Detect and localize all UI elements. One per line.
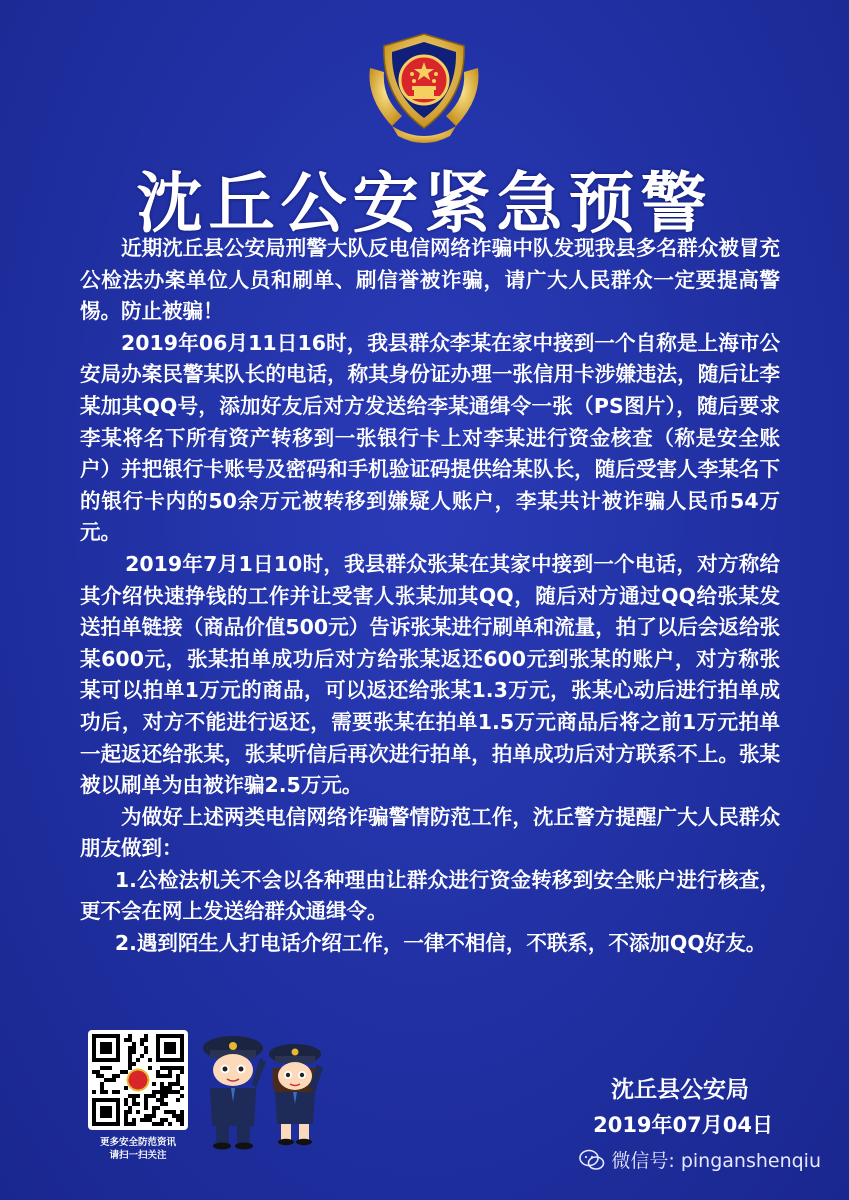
- qr-module: [128, 1046, 132, 1050]
- paragraph-intro: 近期沈丘县公安局刑警大队反电信网络诈骗中队发现我县多名群众被冒充公检法办案单位人员和刷单、刷信誉被诈骗，请广大人民群众一定要提高警惕。防止被骗！: [80, 236, 780, 324]
- qr-module: [100, 1090, 104, 1094]
- qr-module: [160, 1102, 164, 1106]
- qr-module: [168, 1066, 172, 1070]
- qr-module: [152, 1114, 156, 1118]
- qr-module: [104, 1066, 108, 1070]
- qr-module: [144, 1046, 148, 1050]
- qr-module: [152, 1106, 156, 1110]
- qr-module: [164, 1090, 168, 1094]
- qr-module: [152, 1094, 156, 1098]
- qr-module: [172, 1114, 176, 1118]
- qr-module: [144, 1094, 148, 1098]
- qr-module: [116, 1090, 120, 1094]
- qr-module: [140, 1042, 144, 1046]
- police-officer-cartoon: [196, 1032, 270, 1150]
- qr-module: [144, 1106, 148, 1110]
- qr-module: [124, 1122, 128, 1126]
- qr-module: [128, 1122, 132, 1126]
- qr-module: [160, 1090, 164, 1094]
- qr-module: [124, 1118, 128, 1122]
- qr-module: [128, 1034, 132, 1038]
- qr-module: [132, 1062, 136, 1066]
- qr-module: [156, 1122, 160, 1126]
- qr-module: [156, 1098, 160, 1102]
- qr-code[interactable]: [88, 1030, 188, 1130]
- qr-module: [160, 1066, 164, 1070]
- qr-module: [124, 1038, 128, 1042]
- qr-module: [172, 1090, 176, 1094]
- wechat-watermark: [579, 1146, 821, 1173]
- tip-item-1: 1.公检法机关不会以各种理由让群众进行资金转移到安全账户进行核查，更不会在网上发送给群众通缉令。: [80, 867, 780, 924]
- qr-module: [156, 1106, 160, 1110]
- qr-module: [144, 1114, 148, 1118]
- qr-module: [176, 1078, 180, 1082]
- qr-module: [132, 1098, 136, 1102]
- notice-body: [80, 233, 780, 960]
- tip-item-2: 2.遇到陌生人打电话介绍工作，一律不相信，不联系，不添加QQ好友。: [114, 931, 767, 956]
- qr-module: [164, 1074, 168, 1078]
- qr-module: [124, 1086, 128, 1090]
- qr-module: [132, 1042, 136, 1046]
- qr-module: [168, 1122, 172, 1126]
- qr-module: [180, 1122, 184, 1126]
- qr-module: [128, 1038, 132, 1042]
- qr-module: [168, 1082, 172, 1086]
- qr-module: [148, 1118, 152, 1122]
- qr-module: [156, 1090, 160, 1094]
- paragraph-reminder: 为做好上述两类电信网络诈骗警情防范工作，沈丘警方提醒广大人民群众朋友做到：: [80, 804, 780, 861]
- qr-module: [156, 1070, 160, 1074]
- qr-caption-line-2: 请扫一扫关注: [109, 1150, 167, 1161]
- qr-module: [160, 1074, 164, 1078]
- qr-module: [164, 1110, 168, 1114]
- paragraph-case-2: 2019年7月1日10时，我县群众张某在其家中接到一个电话，对方称给其介绍快速挣钱的工作并让受害人张某加其QQ，随后对方通过QQ给张某发送拍单链接（商品价值500元）告诉张某进行刷单和流量，拍了以后会返给张某600元，张某拍单成功后对方给张某返还600元到张某的账户，对方称张某可以拍单1万元的商品，可以返还给张某1.3万元，张某心动后进行拍单成功后，对方不能进行返还，需要张某在拍单1.5万元商品后将之前1万元拍单一起返还给张某，张某听信后再次进行拍单，拍单成功后对方联系不上。张某被以刷单为由被诈骗2.5万元。: [80, 551, 780, 798]
- qr-module: [104, 1090, 108, 1094]
- qr-module: [176, 1082, 180, 1086]
- qr-module: [152, 1082, 156, 1086]
- qr-module: [164, 1066, 168, 1070]
- qr-module: [164, 1118, 168, 1122]
- qr-module: [112, 1090, 116, 1094]
- qr-module: [136, 1102, 140, 1106]
- qr-module: [136, 1058, 140, 1062]
- paragraph-case-1: 2019年06月11日16时，我县群众李某在家中接到一个自称是上海市公安局办案民警某队长的电话，称其身份证办理一张信用卡涉嫌违法，随后让李某加其QQ号，添加好友后对方发送给李某通缉令一张（PS图片），随后要求李某将名下所有资产转移到一张银行卡上对李某进行资金核查（称是安全账户）并把银行卡账号及密码和手机验证码提供给某队长，随后受害人李某名下的银行卡内的50余万元被转移到嫌疑人账户，李某共计被诈骗人民币54万元。: [80, 330, 780, 545]
- qr-module: [176, 1090, 180, 1094]
- police-officer-cartoon: [263, 1040, 327, 1148]
- qr-module: [168, 1074, 172, 1078]
- qr-module: [132, 1050, 136, 1054]
- qr-module: [96, 1074, 100, 1078]
- qr-module: [176, 1118, 180, 1122]
- qr-module: [164, 1102, 168, 1106]
- qr-module: [108, 1078, 112, 1082]
- qr-module: [128, 1066, 132, 1070]
- qr-module: [144, 1050, 148, 1054]
- qr-module: [128, 1054, 132, 1058]
- qr-module: [176, 1066, 180, 1070]
- qr-module: [116, 1074, 120, 1078]
- qr-module: [144, 1098, 148, 1102]
- qr-module: [168, 1086, 172, 1090]
- qr-module: [92, 1070, 96, 1074]
- qr-module: [140, 1054, 144, 1058]
- qr-module: [180, 1114, 184, 1118]
- qr-module: [176, 1114, 180, 1118]
- qr-code-image: [92, 1034, 184, 1126]
- qr-module: [152, 1122, 156, 1126]
- qr-module: [168, 1090, 172, 1094]
- qr-module: [128, 1110, 132, 1114]
- qr-caption: [84, 1136, 192, 1162]
- qr-module: [168, 1110, 172, 1114]
- qr-module: [100, 1074, 104, 1078]
- qr-module: [144, 1034, 148, 1038]
- qr-module: [144, 1118, 148, 1122]
- qr-module: [172, 1110, 176, 1114]
- qr-module: [124, 1098, 128, 1102]
- qr-module: [92, 1090, 96, 1094]
- qr-module: [160, 1118, 164, 1122]
- qr-module: [132, 1122, 136, 1126]
- wechat-icon: [579, 1149, 605, 1171]
- qr-module: [132, 1094, 136, 1098]
- qr-module: [104, 1078, 108, 1082]
- qr-module: [128, 1106, 132, 1110]
- qr-module: [180, 1110, 184, 1114]
- qr-module: [100, 1066, 104, 1070]
- qr-caption-line-1: 更多安全防范资讯: [99, 1137, 176, 1148]
- qr-module: [160, 1098, 164, 1102]
- qr-module: [132, 1102, 136, 1106]
- qr-module: [148, 1066, 152, 1070]
- qr-module: [180, 1066, 184, 1070]
- qr-module: [172, 1082, 176, 1086]
- qr-module: [148, 1094, 152, 1098]
- qr-module: [108, 1066, 112, 1070]
- qr-module: [124, 1102, 128, 1106]
- signature-date: 2019年07月04日: [593, 1113, 773, 1137]
- qr-module: [144, 1038, 148, 1042]
- qr-module: [160, 1082, 164, 1086]
- qr-module: [164, 1086, 168, 1090]
- signature-org: 沈丘县公安局: [611, 1077, 749, 1103]
- qr-module: [128, 1050, 132, 1054]
- police-emblem-icon: [362, 28, 486, 148]
- qr-module: [128, 1058, 132, 1062]
- qr-module: [136, 1110, 140, 1114]
- qr-module: [128, 1062, 132, 1066]
- qr-module: [124, 1114, 128, 1118]
- qr-module: [168, 1070, 172, 1074]
- qr-module: [96, 1070, 100, 1074]
- qr-module: [180, 1118, 184, 1122]
- qr-module: [132, 1046, 136, 1050]
- qr-module: [132, 1118, 136, 1122]
- qr-module: [176, 1098, 180, 1102]
- qr-module: [120, 1070, 124, 1074]
- page-title: 沈丘公安紧急预警: [136, 165, 713, 242]
- qr-module: [176, 1074, 180, 1078]
- qr-module: [160, 1086, 164, 1090]
- qr-module: [140, 1118, 144, 1122]
- qr-module: [180, 1070, 184, 1074]
- qr-module: [112, 1078, 116, 1082]
- qr-block: [84, 1030, 192, 1162]
- qr-module: [160, 1122, 164, 1126]
- qr-module: [180, 1086, 184, 1090]
- qr-module: [180, 1094, 184, 1098]
- qr-module: [112, 1074, 116, 1078]
- qr-module: [152, 1110, 156, 1114]
- qr-module: [128, 1094, 132, 1098]
- qr-module: [152, 1090, 156, 1094]
- qr-module: [164, 1094, 168, 1098]
- qr-module: [144, 1102, 148, 1106]
- qr-module: [156, 1074, 160, 1078]
- qr-module: [172, 1066, 176, 1070]
- qr-module: [124, 1110, 128, 1114]
- qr-module: [140, 1038, 144, 1042]
- qr-module: [100, 1082, 104, 1086]
- wechat-id: 微信号: pinganshenqiu: [611, 1150, 821, 1172]
- qr-module: [148, 1058, 152, 1062]
- qr-module: [148, 1114, 152, 1118]
- qr-module: [124, 1070, 128, 1074]
- qr-module: [136, 1094, 140, 1098]
- qr-module: [160, 1094, 164, 1098]
- qr-module: [100, 1086, 104, 1090]
